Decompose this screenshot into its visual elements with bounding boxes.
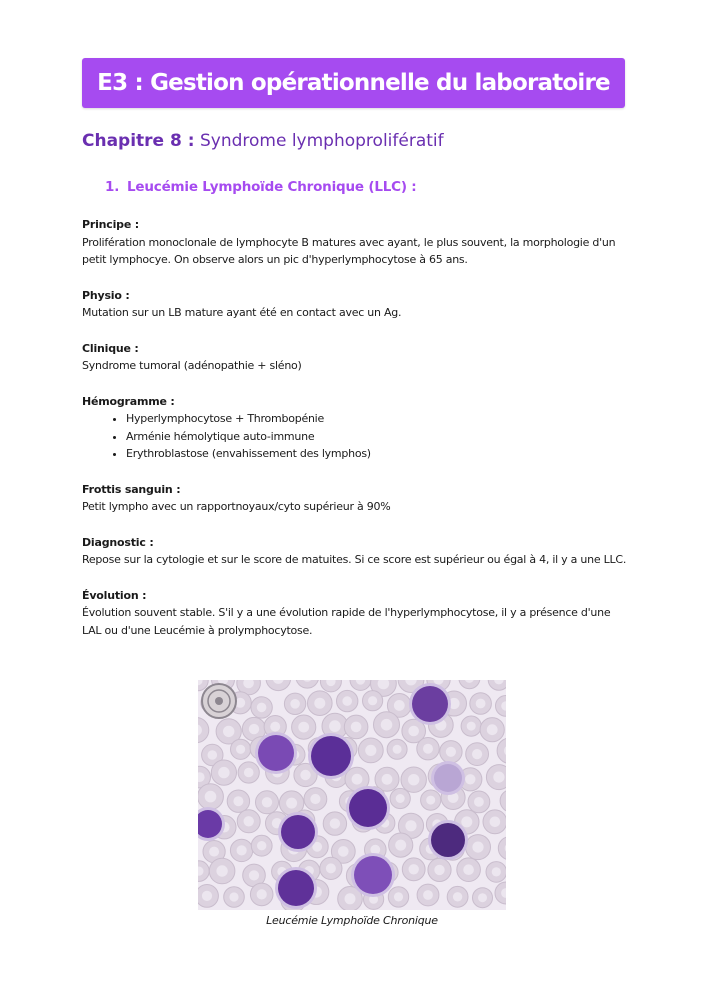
clinique-text: Syndrome tumoral (adénopathie + sléno) — [82, 359, 302, 372]
diagnostic-text: Repose sur la cytologie et sur le score de matuites. Si ce score est supérieur ou égal à 4, il y a une LLC. — [82, 553, 627, 566]
diagnostic-heading: Diagnostic : — [82, 535, 154, 549]
principe-heading: Principe : — [82, 218, 139, 231]
physio-block — [82, 287, 627, 322]
list-item: • Erythroblastose (envahissement des lymphos) — [126, 445, 627, 463]
physio-text: Mutation sur un LB mature ayant été en contact avec un Ag. — [82, 306, 402, 319]
diagnostic-block — [82, 534, 627, 569]
clinique-block — [82, 340, 627, 375]
figure-caption: Leucémie Lymphoïde Chronique — [266, 914, 438, 927]
chapter-label: Chapitre 8 : — [82, 131, 195, 151]
list-item: • Arménie hémolytique auto-immune — [126, 428, 627, 446]
principe-block — [82, 216, 627, 269]
hemogramme-heading: Hémogramme : — [82, 394, 175, 408]
evolution-text: Évolution souvent stable. S'il y a une évolution rapide de l'hyperlymphocytose, il y a présence d'une LAL ou d'une Leucémie à prolymphocytose. — [82, 606, 611, 637]
frottis-heading: Frottis sanguin : — [82, 482, 181, 496]
blood-smear-figure — [198, 680, 506, 927]
chapter-title: Syndrome lymphoprolifératif — [199, 131, 444, 151]
content — [82, 216, 627, 657]
evolution-heading: Évolution : — [82, 588, 147, 602]
evolution-block — [82, 587, 627, 640]
frottis-text: Petit lympho avec un rapportnoyaux/cyto supérieur à 90% — [82, 500, 391, 513]
principe-text: Prolifération monoclonale de lymphocyte B matures avec ayant, le plus souvent, la morphologie d'un petit lymphocye. On observe alors un pic d'hyperlymphocytose à 65 ans. — [82, 235, 616, 266]
hemogramme-list — [82, 410, 627, 463]
clinique-heading: Clinique : — [82, 341, 139, 355]
page-title: E3 : Gestion opérationnelle du laboratoire — [97, 70, 610, 96]
section-title: Leucémie Lymphoïde Chronique (LLC) : — [127, 179, 417, 195]
logo-seal — [202, 684, 236, 718]
chapter-heading — [82, 131, 444, 151]
section-heading — [105, 179, 417, 195]
list-item: • Hyperlymphocytose + Thrombopénie — [126, 410, 627, 428]
section-number: 1. — [105, 179, 120, 195]
title-banner — [82, 58, 625, 108]
physio-heading: Physio : — [82, 288, 130, 302]
frottis-block — [82, 481, 627, 516]
blood-smear-image — [198, 680, 506, 910]
hemogramme-block — [82, 393, 627, 463]
